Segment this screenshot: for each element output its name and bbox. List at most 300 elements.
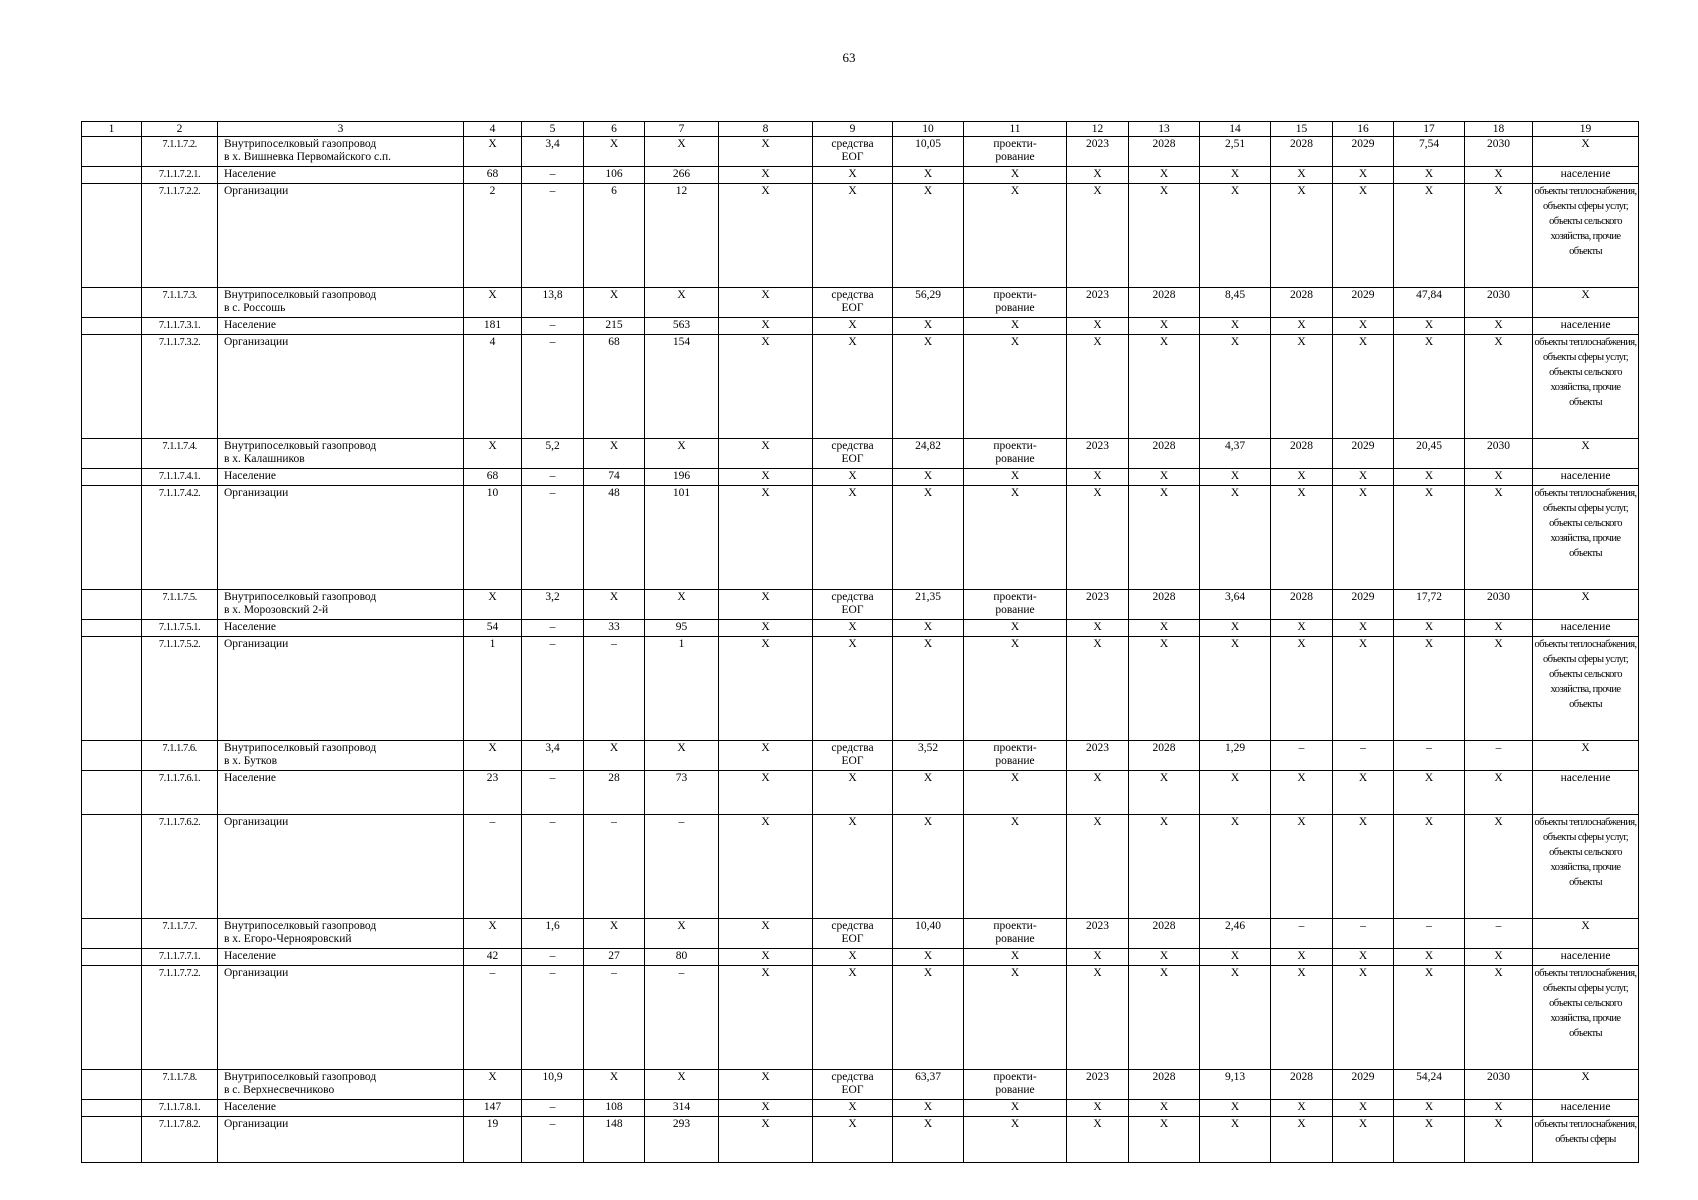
cell-start-year: Х xyxy=(1067,949,1129,966)
cell-start-year: 2023 xyxy=(1067,137,1129,167)
cell-note: объекты теплоснабжения, объекты сферы услуг, объекты сельского хозяйства, прочие объекты xyxy=(1533,966,1639,1070)
cell-col14: Х xyxy=(1200,486,1271,590)
table-row-org xyxy=(82,966,1639,1070)
table-row-main xyxy=(82,439,1639,469)
cell-note: население xyxy=(1533,1100,1639,1117)
cell-col15: 2028 xyxy=(1271,590,1333,620)
cell-col16: 2029 xyxy=(1333,288,1394,318)
cell-col14: Х xyxy=(1200,469,1271,486)
cell-col16: Х xyxy=(1333,469,1394,486)
cell-note: население xyxy=(1533,620,1639,637)
cell-col7: 80 xyxy=(645,949,719,966)
cell-group-cell xyxy=(82,966,142,1070)
cell-col4: 42 xyxy=(464,949,522,966)
cell-col15: Х xyxy=(1271,1100,1333,1117)
cell-note: Х xyxy=(1533,741,1639,771)
cell-start-year: 2023 xyxy=(1067,439,1129,469)
cell-col7: Х xyxy=(645,288,719,318)
cell-col14: Х xyxy=(1200,966,1271,1070)
cell-start-year: 2023 xyxy=(1067,741,1129,771)
cell-col17: Х xyxy=(1394,1100,1465,1117)
cell-col16: Х xyxy=(1333,184,1394,288)
cell-col6: Х xyxy=(584,137,645,167)
column-number-row xyxy=(82,122,1639,137)
cell-group-cell xyxy=(82,815,142,919)
cell-col16: Х xyxy=(1333,637,1394,741)
cell-stage: Х xyxy=(964,167,1067,184)
cell-col18: Х xyxy=(1465,318,1533,335)
cell-row-code: 7.1.1.7.7. xyxy=(142,919,218,949)
cell-note: объекты теплоснабжения, объекты сферы xyxy=(1533,1117,1639,1163)
cell-col14: Х xyxy=(1200,167,1271,184)
cell-col7: 314 xyxy=(645,1100,719,1117)
cell-col7: Х xyxy=(645,590,719,620)
cell-col7: – xyxy=(645,966,719,1070)
cell-col7: – xyxy=(645,815,719,919)
table-row-org xyxy=(82,184,1639,288)
cell-col8: Х xyxy=(719,590,813,620)
cell-note: объекты теплоснабжения, объекты сферы услуг, объекты сельского хозяйства, прочие объекты xyxy=(1533,815,1639,919)
cell-col4: Х xyxy=(464,590,522,620)
cell-group-cell xyxy=(82,949,142,966)
cell-col18: Х xyxy=(1465,486,1533,590)
cell-row-code: 7.1.1.7.6.2. xyxy=(142,815,218,919)
cell-row-code: 7.1.1.7.5. xyxy=(142,590,218,620)
cell-col8: Х xyxy=(719,966,813,1070)
cell-col6: Х xyxy=(584,1070,645,1100)
cell-end-year: Х xyxy=(1129,1117,1200,1163)
cell-col5: – xyxy=(522,966,584,1070)
cell-stage: проекти- рование xyxy=(964,439,1067,469)
column-number-7: 7 xyxy=(645,122,719,137)
column-number-5: 5 xyxy=(522,122,584,137)
cell-col15: Х xyxy=(1271,966,1333,1070)
cell-start-year: Х xyxy=(1067,486,1129,590)
cell-stage: Х xyxy=(964,1100,1067,1117)
cell-col5: – xyxy=(522,1100,584,1117)
cell-col14: Х xyxy=(1200,1117,1271,1163)
cell-row-code: 7.1.1.7.3. xyxy=(142,288,218,318)
cell-col17: Х xyxy=(1394,637,1465,741)
column-number-4: 4 xyxy=(464,122,522,137)
cell-col18: Х xyxy=(1465,966,1533,1070)
cell-col15: Х xyxy=(1271,469,1333,486)
cell-stage: Х xyxy=(964,771,1067,815)
cell-name: Внутрипоселковый газопровод в с. Россошь xyxy=(218,288,464,318)
cell-stage: Х xyxy=(964,335,1067,439)
cell-col6: Х xyxy=(584,590,645,620)
column-number-2: 2 xyxy=(142,122,218,137)
table-row-pop xyxy=(82,167,1639,184)
cell-col5: 3,4 xyxy=(522,741,584,771)
cell-row-code: 7.1.1.7.8.1. xyxy=(142,1100,218,1117)
cell-col8: Х xyxy=(719,1117,813,1163)
cell-col5: – xyxy=(522,620,584,637)
column-number-18: 18 xyxy=(1465,122,1533,137)
cell-note: население xyxy=(1533,771,1639,815)
cell-stage: Х xyxy=(964,469,1067,486)
cell-funding-source: средства ЕОГ xyxy=(813,1070,893,1100)
cell-col15: 2028 xyxy=(1271,137,1333,167)
cell-col16: 2029 xyxy=(1333,137,1394,167)
cell-group-cell xyxy=(82,1070,142,1100)
cell-cost: Х xyxy=(893,184,964,288)
cell-col17: Х xyxy=(1394,1117,1465,1163)
cell-col16: – xyxy=(1333,919,1394,949)
cell-note: Х xyxy=(1533,137,1639,167)
cell-col17: Х xyxy=(1394,486,1465,590)
cell-group-cell xyxy=(82,637,142,741)
cell-col17: 47,84 xyxy=(1394,288,1465,318)
cell-name: Население xyxy=(218,469,464,486)
cell-row-code: 7.1.1.7.4. xyxy=(142,439,218,469)
cell-col16: 2029 xyxy=(1333,1070,1394,1100)
cell-cost: Х xyxy=(893,949,964,966)
cell-col6: 148 xyxy=(584,1117,645,1163)
cell-row-code: 7.1.1.7.8. xyxy=(142,1070,218,1100)
cell-end-year: Х xyxy=(1129,1100,1200,1117)
cell-col16: Х xyxy=(1333,167,1394,184)
table-row-pop xyxy=(82,620,1639,637)
cell-cost: Х xyxy=(893,469,964,486)
cell-col5: 13,8 xyxy=(522,288,584,318)
cell-col5: 10,9 xyxy=(522,1070,584,1100)
cell-stage: проекти- рование xyxy=(964,1070,1067,1100)
cell-cost: Х xyxy=(893,335,964,439)
cell-name: Население xyxy=(218,949,464,966)
cell-start-year: Х xyxy=(1067,167,1129,184)
cell-col17: – xyxy=(1394,741,1465,771)
cell-col8: Х xyxy=(719,288,813,318)
cell-row-code: 7.1.1.7.4.2. xyxy=(142,486,218,590)
cell-stage: Х xyxy=(964,966,1067,1070)
cell-col5: – xyxy=(522,637,584,741)
cell-col18: – xyxy=(1465,919,1533,949)
cell-name: Организации xyxy=(218,184,464,288)
cell-col6: 27 xyxy=(584,949,645,966)
column-number-14: 14 xyxy=(1200,122,1271,137)
cell-note: объекты теплоснабжения, объекты сферы услуг, объекты сельского хозяйства, прочие объекты xyxy=(1533,486,1639,590)
cell-col16: Х xyxy=(1333,966,1394,1070)
cell-col6: 108 xyxy=(584,1100,645,1117)
cell-stage: Х xyxy=(964,1117,1067,1163)
cell-col16: Х xyxy=(1333,1100,1394,1117)
cell-col14: 2,46 xyxy=(1200,919,1271,949)
cell-note: объекты теплоснабжения, объекты сферы услуг, объекты сельского хозяйства, прочие объекты xyxy=(1533,637,1639,741)
cell-col7: Х xyxy=(645,439,719,469)
cell-row-code: 7.1.1.7.2. xyxy=(142,137,218,167)
cell-cost: 10,05 xyxy=(893,137,964,167)
cell-col7: Х xyxy=(645,137,719,167)
cell-col14: Х xyxy=(1200,949,1271,966)
cell-col16: Х xyxy=(1333,949,1394,966)
column-number-16: 16 xyxy=(1333,122,1394,137)
cell-col15: Х xyxy=(1271,318,1333,335)
cell-funding-source: средства ЕОГ xyxy=(813,137,893,167)
cell-funding-source: средства ЕОГ xyxy=(813,439,893,469)
cell-col8: Х xyxy=(719,771,813,815)
cell-col14: Х xyxy=(1200,1100,1271,1117)
cell-col18: Х xyxy=(1465,771,1533,815)
column-number-11: 11 xyxy=(964,122,1067,137)
cell-col14: 9,13 xyxy=(1200,1070,1271,1100)
cell-cost: Х xyxy=(893,771,964,815)
table-row-pop xyxy=(82,1100,1639,1117)
cell-funding-source: средства ЕОГ xyxy=(813,741,893,771)
cell-col15: Х xyxy=(1271,167,1333,184)
cell-end-year: 2028 xyxy=(1129,1070,1200,1100)
cell-end-year: Х xyxy=(1129,318,1200,335)
cell-stage: Х xyxy=(964,815,1067,919)
cell-col6: 74 xyxy=(584,469,645,486)
table-row-pop xyxy=(82,949,1639,966)
cell-group-cell xyxy=(82,318,142,335)
cell-stage: Х xyxy=(964,637,1067,741)
cell-group-cell xyxy=(82,486,142,590)
cell-col18: 2030 xyxy=(1465,288,1533,318)
cell-name: Организации xyxy=(218,815,464,919)
cell-name: Население xyxy=(218,1100,464,1117)
cell-funding-source: Х xyxy=(813,167,893,184)
cell-col5: 1,6 xyxy=(522,919,584,949)
cell-end-year: 2028 xyxy=(1129,137,1200,167)
cell-col5: 5,2 xyxy=(522,439,584,469)
cell-col8: Х xyxy=(719,1070,813,1100)
cell-col17: Х xyxy=(1394,949,1465,966)
cell-col18: – xyxy=(1465,741,1533,771)
cell-col18: Х xyxy=(1465,637,1533,741)
cell-col17: 54,24 xyxy=(1394,1070,1465,1100)
cell-group-cell xyxy=(82,439,142,469)
cell-col4: 4 xyxy=(464,335,522,439)
cell-col6: Х xyxy=(584,439,645,469)
cell-col17: Х xyxy=(1394,167,1465,184)
cell-col15: Х xyxy=(1271,335,1333,439)
column-number-3: 3 xyxy=(218,122,464,137)
cell-col18: Х xyxy=(1465,1100,1533,1117)
cell-col18: 2030 xyxy=(1465,1070,1533,1100)
cell-cost: Х xyxy=(893,318,964,335)
cell-col6: Х xyxy=(584,741,645,771)
data-table xyxy=(81,121,1639,1163)
cell-end-year: 2028 xyxy=(1129,439,1200,469)
cell-name: Внутрипоселковый газопровод в х. Егоро-Чернояровский xyxy=(218,919,464,949)
cell-group-cell xyxy=(82,620,142,637)
cell-name: Население xyxy=(218,318,464,335)
table-row-pop xyxy=(82,771,1639,815)
cell-col18: Х xyxy=(1465,184,1533,288)
cell-name: Организации xyxy=(218,335,464,439)
cell-funding-source: средства ЕОГ xyxy=(813,919,893,949)
cell-note: Х xyxy=(1533,590,1639,620)
cell-funding-source: Х xyxy=(813,318,893,335)
cell-stage: проекти- рование xyxy=(964,590,1067,620)
cell-col14: Х xyxy=(1200,815,1271,919)
cell-funding-source: Х xyxy=(813,184,893,288)
cell-group-cell xyxy=(82,137,142,167)
table-row-main xyxy=(82,590,1639,620)
cell-funding-source: Х xyxy=(813,637,893,741)
cell-col5: – xyxy=(522,167,584,184)
cell-note: население xyxy=(1533,469,1639,486)
table-row-org xyxy=(82,486,1639,590)
cell-col18: Х xyxy=(1465,949,1533,966)
cell-col15: – xyxy=(1271,741,1333,771)
cell-col5: – xyxy=(522,335,584,439)
cell-row-code: 7.1.1.7.2.1. xyxy=(142,167,218,184)
cell-col17: Х xyxy=(1394,620,1465,637)
cell-col6: 48 xyxy=(584,486,645,590)
cell-row-code: 7.1.1.7.3.2. xyxy=(142,335,218,439)
cell-funding-source: Х xyxy=(813,949,893,966)
column-number-1: 1 xyxy=(82,122,142,137)
cell-col6: 68 xyxy=(584,335,645,439)
cell-col4: Х xyxy=(464,1070,522,1100)
cell-col14: Х xyxy=(1200,637,1271,741)
cell-group-cell xyxy=(82,741,142,771)
cell-name: Организации xyxy=(218,486,464,590)
cell-col15: Х xyxy=(1271,620,1333,637)
cell-end-year: 2028 xyxy=(1129,590,1200,620)
cell-col18: 2030 xyxy=(1465,439,1533,469)
table-row-main xyxy=(82,288,1639,318)
cell-start-year: Х xyxy=(1067,1100,1129,1117)
cell-end-year: Х xyxy=(1129,167,1200,184)
cell-end-year: Х xyxy=(1129,637,1200,741)
cell-col17: Х xyxy=(1394,771,1465,815)
cell-end-year: Х xyxy=(1129,335,1200,439)
cell-start-year: Х xyxy=(1067,620,1129,637)
table-row-pop xyxy=(82,318,1639,335)
cell-group-cell xyxy=(82,771,142,815)
cell-col18: Х xyxy=(1465,815,1533,919)
cell-note: население xyxy=(1533,949,1639,966)
cell-stage: проекти- рование xyxy=(964,137,1067,167)
cell-col18: Х xyxy=(1465,1117,1533,1163)
cell-start-year: 2023 xyxy=(1067,288,1129,318)
cell-funding-source: Х xyxy=(813,815,893,919)
cell-col15: Х xyxy=(1271,771,1333,815)
cell-cost: 24,82 xyxy=(893,439,964,469)
cell-group-cell xyxy=(82,469,142,486)
cell-cost: Х xyxy=(893,815,964,919)
cell-col7: 266 xyxy=(645,167,719,184)
cell-stage: проекти- рование xyxy=(964,919,1067,949)
cell-end-year: 2028 xyxy=(1129,741,1200,771)
cell-note: Х xyxy=(1533,439,1639,469)
table-row-main xyxy=(82,1070,1639,1100)
cell-col7: 95 xyxy=(645,620,719,637)
cell-col17: Х xyxy=(1394,184,1465,288)
cell-col6: 28 xyxy=(584,771,645,815)
cell-stage: Х xyxy=(964,949,1067,966)
cell-col8: Х xyxy=(719,137,813,167)
cell-end-year: 2028 xyxy=(1129,919,1200,949)
cell-col7: 154 xyxy=(645,335,719,439)
cell-note: Х xyxy=(1533,1070,1639,1100)
cell-name: Население xyxy=(218,167,464,184)
cell-col7: Х xyxy=(645,919,719,949)
column-number-12: 12 xyxy=(1067,122,1129,137)
cell-cost: Х xyxy=(893,1100,964,1117)
cell-col17: 17,72 xyxy=(1394,590,1465,620)
cell-funding-source: Х xyxy=(813,486,893,590)
cell-start-year: 2023 xyxy=(1067,590,1129,620)
cell-col8: Х xyxy=(719,637,813,741)
cell-row-code: 7.1.1.7.6.1. xyxy=(142,771,218,815)
cell-col5: – xyxy=(522,486,584,590)
cell-row-code: 7.1.1.7.8.2. xyxy=(142,1117,218,1163)
table-row-org xyxy=(82,637,1639,741)
cell-group-cell xyxy=(82,167,142,184)
cell-col8: Х xyxy=(719,949,813,966)
cell-start-year: 2023 xyxy=(1067,919,1129,949)
cell-name: Внутрипоселковый газопровод в х. Морозовский 2-й xyxy=(218,590,464,620)
cell-col8: Х xyxy=(719,318,813,335)
cell-group-cell xyxy=(82,1117,142,1163)
cell-col7: 12 xyxy=(645,184,719,288)
cell-col4: Х xyxy=(464,919,522,949)
cell-col4: 54 xyxy=(464,620,522,637)
cell-row-code: 7.1.1.7.4.1. xyxy=(142,469,218,486)
table-body xyxy=(82,122,1639,1163)
cell-name: Организации xyxy=(218,1117,464,1163)
cell-col18: Х xyxy=(1465,469,1533,486)
cell-name: Население xyxy=(218,620,464,637)
cell-col17: Х xyxy=(1394,469,1465,486)
cell-col5: – xyxy=(522,184,584,288)
cell-col15: 2028 xyxy=(1271,439,1333,469)
cell-col8: Х xyxy=(719,620,813,637)
cell-col15: 2028 xyxy=(1271,288,1333,318)
cell-start-year: 2023 xyxy=(1067,1070,1129,1100)
cell-col16: Х xyxy=(1333,1117,1394,1163)
cell-col4: 19 xyxy=(464,1117,522,1163)
cell-end-year: 2028 xyxy=(1129,288,1200,318)
cell-col4: 68 xyxy=(464,469,522,486)
table-row-org xyxy=(82,335,1639,439)
cell-name: Внутрипоселковый газопровод в х. Вишневка Первомайского с.п. xyxy=(218,137,464,167)
cell-cost: Х xyxy=(893,167,964,184)
cell-col14: Х xyxy=(1200,318,1271,335)
cell-name: Внутрипоселковый газопровод в х. Бутков xyxy=(218,741,464,771)
cell-group-cell xyxy=(82,184,142,288)
cell-col7: Х xyxy=(645,741,719,771)
table-row-main xyxy=(82,137,1639,167)
cell-col15: Х xyxy=(1271,184,1333,288)
column-number-15: 15 xyxy=(1271,122,1333,137)
table-row-org xyxy=(82,1117,1639,1163)
cell-col5: – xyxy=(522,771,584,815)
cell-group-cell xyxy=(82,1100,142,1117)
cell-col14: Х xyxy=(1200,771,1271,815)
cell-note: Х xyxy=(1533,288,1639,318)
cell-start-year: Х xyxy=(1067,815,1129,919)
cell-col6: 33 xyxy=(584,620,645,637)
cell-col17: – xyxy=(1394,919,1465,949)
cell-col16: 2029 xyxy=(1333,590,1394,620)
cell-col16: Х xyxy=(1333,771,1394,815)
cell-col8: Х xyxy=(719,919,813,949)
cell-col18: Х xyxy=(1465,620,1533,637)
column-number-9: 9 xyxy=(813,122,893,137)
cell-stage: Х xyxy=(964,486,1067,590)
cell-col16: Х xyxy=(1333,335,1394,439)
cell-col6: – xyxy=(584,966,645,1070)
cell-col8: Х xyxy=(719,469,813,486)
cell-funding-source: Х xyxy=(813,335,893,439)
cell-col16: Х xyxy=(1333,815,1394,919)
